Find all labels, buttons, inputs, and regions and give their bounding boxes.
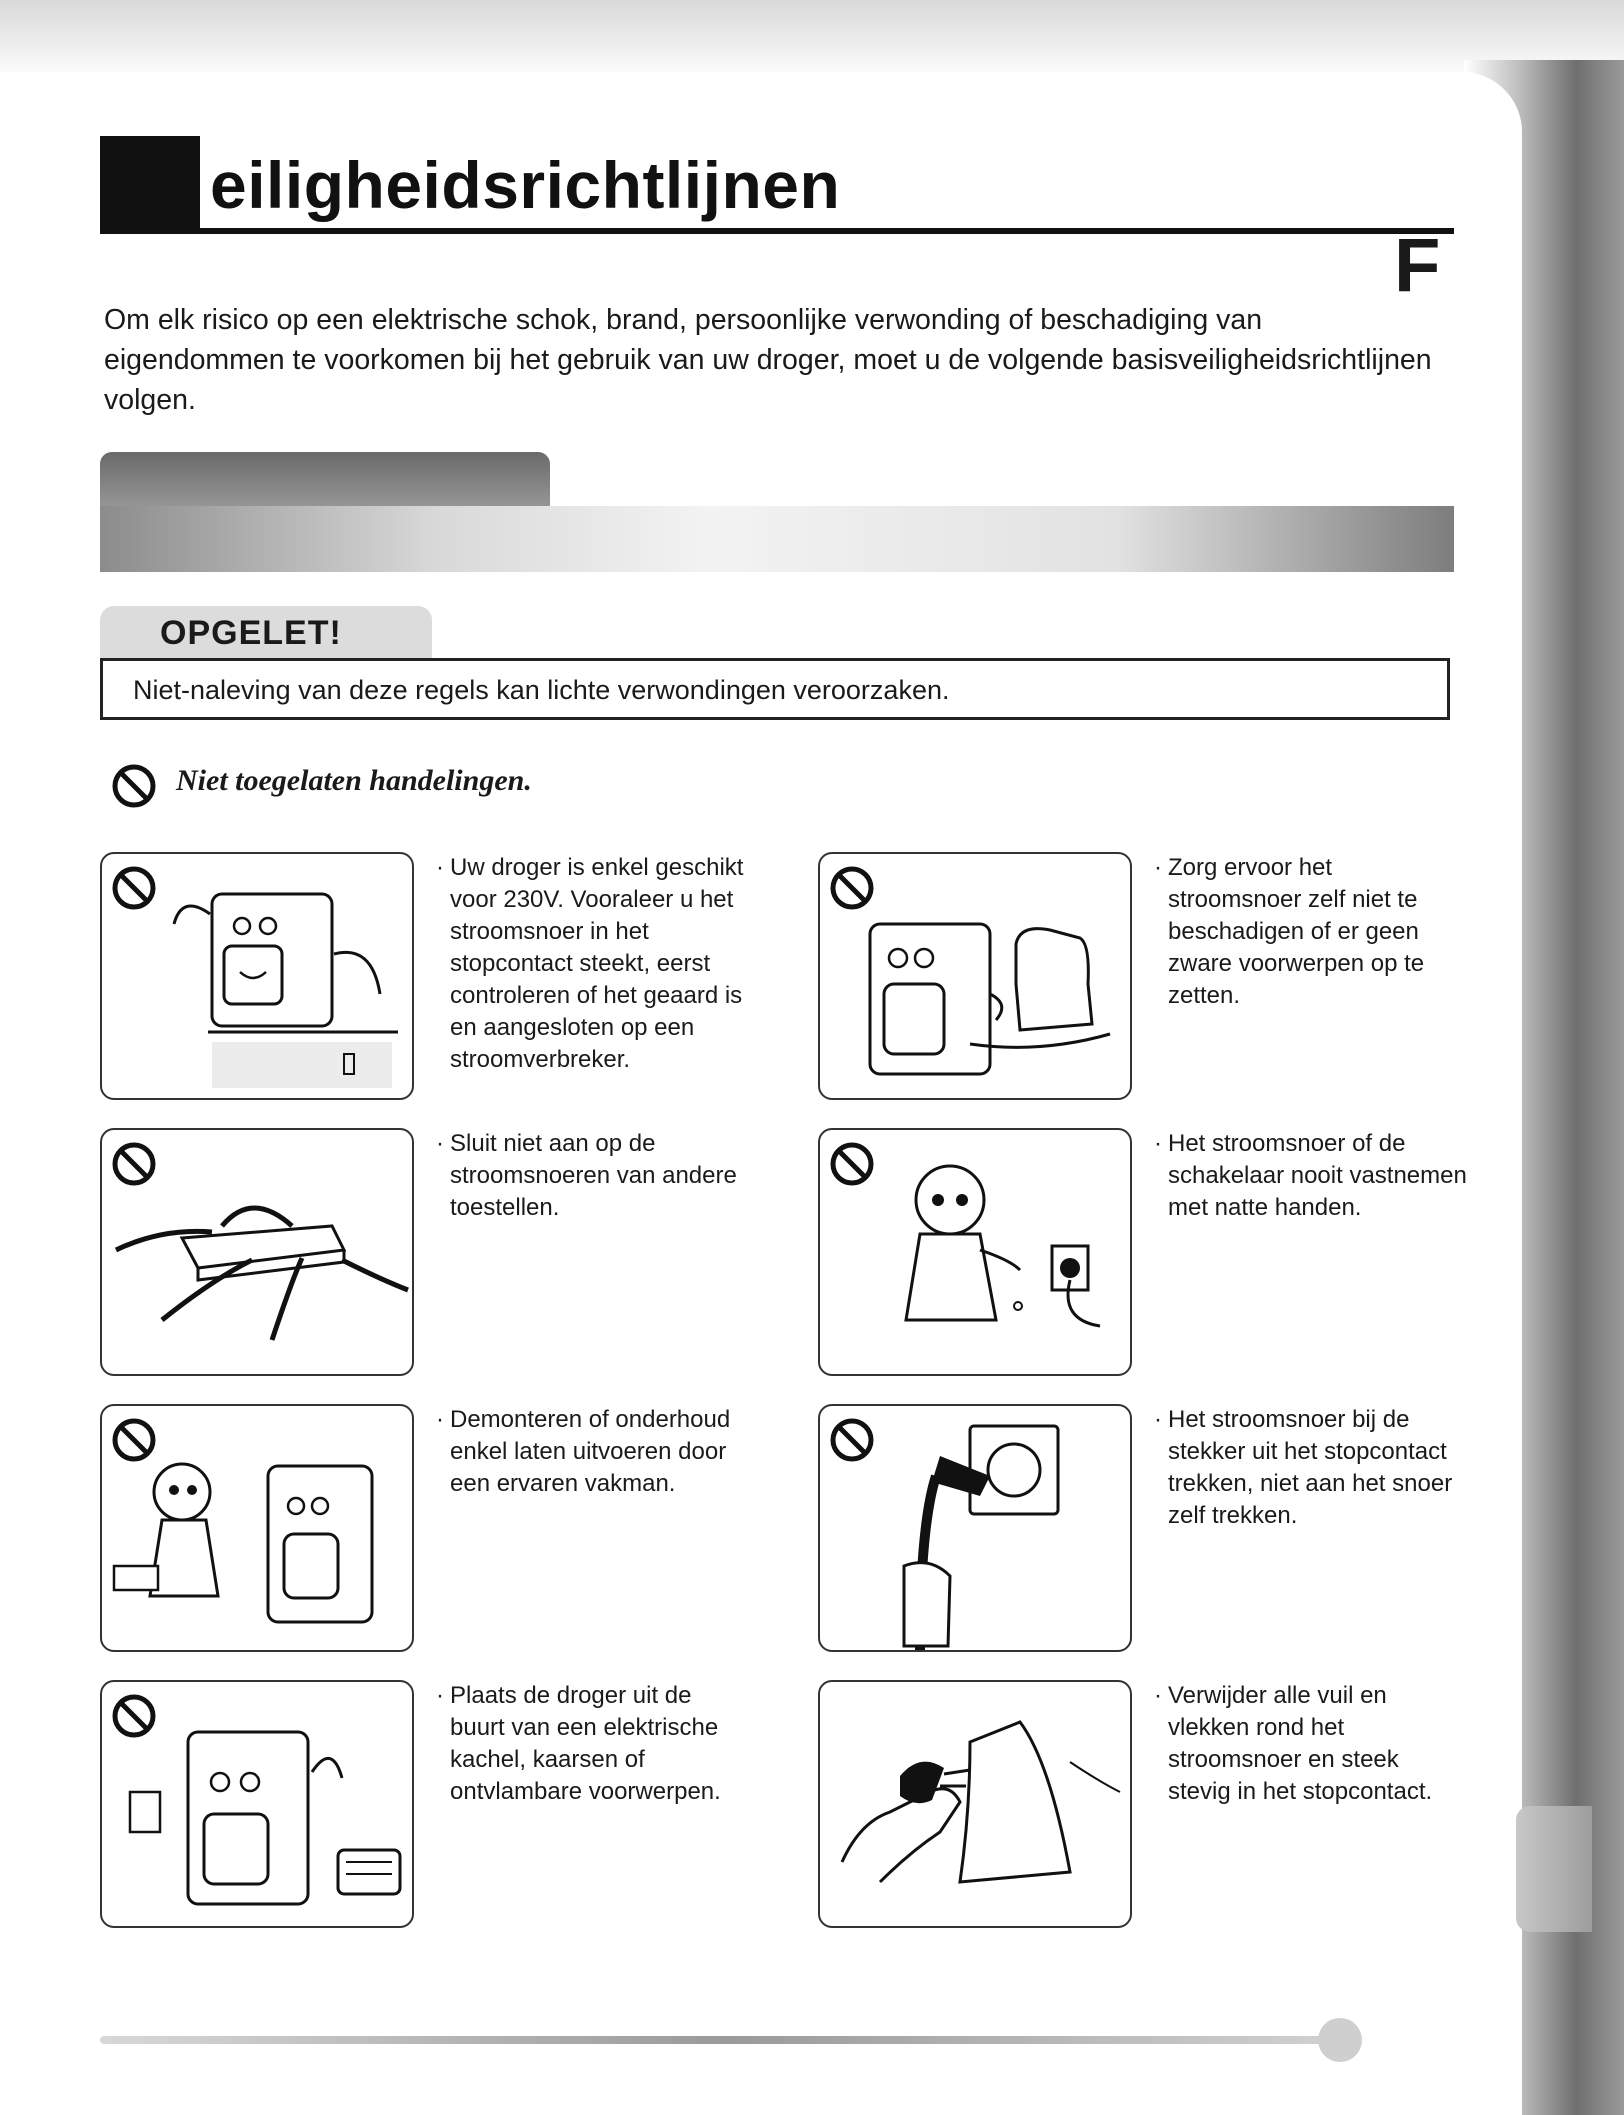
item-illustration-box bbox=[818, 1128, 1132, 1376]
caution-text: Niet-naleving van deze regels kan lichte verwondingen veroorzaken. bbox=[133, 675, 950, 705]
caution-label: OPGELET! bbox=[160, 614, 342, 652]
page-title: eiligheidsrichtlijnen bbox=[210, 148, 841, 222]
item-illustration-box bbox=[100, 1404, 414, 1652]
item-text: · Het stroomsnoer of de schakelaar nooit vastnemen met natte handen. bbox=[1154, 1130, 1467, 1221]
prohibited-icon bbox=[115, 1145, 153, 1183]
item-text: · Plaats de droger uit de buurt van een elektrische kachel, kaarsen of ontvlambare voorwerpen. bbox=[436, 1682, 721, 1805]
prohibited-icon bbox=[833, 1421, 871, 1459]
prohibited-icon bbox=[115, 1697, 153, 1735]
item-text: · Demonteren of onderhoud enkel laten uitvoeren door een ervaren vakman. bbox=[436, 1406, 731, 1497]
title-rule bbox=[100, 228, 1454, 234]
dryer-voltage-illustration bbox=[102, 854, 414, 1100]
prohibited-icon bbox=[115, 1421, 153, 1459]
section-banner-tab bbox=[100, 452, 550, 512]
item-illustration-box bbox=[100, 1680, 414, 1928]
footer-dot bbox=[1318, 2018, 1362, 2062]
prohibited-icon bbox=[833, 869, 871, 907]
section-banner-bar bbox=[100, 506, 1454, 572]
item-text: · Het stroomsnoer bij de stekker uit het stopcontact trekken, niet aan het snoer zelf trekken. bbox=[1154, 1406, 1453, 1529]
item-text: · Verwijder alle vuil en vlekken rond het stroomsnoer en steek stevig in het stopcontact. bbox=[1154, 1682, 1433, 1805]
item-text: · Zorg ervoor het stroomsnoer zelf niet te beschadigen of er geen zware voorwerpen op te zetten. bbox=[1154, 854, 1425, 1009]
prohibited-icon bbox=[833, 1145, 871, 1183]
footer-rule bbox=[100, 2036, 1350, 2044]
item-illustration-box bbox=[818, 1404, 1132, 1652]
clean-plug-illustration bbox=[820, 1682, 1132, 1928]
power-strip-illustration bbox=[102, 1130, 414, 1376]
item-illustration-box bbox=[818, 852, 1132, 1100]
page-header bbox=[100, 136, 1454, 236]
side-tab bbox=[1516, 1806, 1592, 1932]
unplug-illustration bbox=[820, 1406, 1132, 1652]
cord-under-furniture-illustration bbox=[820, 854, 1132, 1100]
item-illustration-box bbox=[100, 852, 414, 1100]
heater-illustration bbox=[102, 1682, 414, 1928]
prohibited-icon bbox=[115, 869, 153, 907]
forbidden-label: Niet toegelaten handelingen. bbox=[176, 764, 532, 797]
item-illustration-box bbox=[818, 1680, 1132, 1928]
page-top-shade bbox=[0, 0, 1624, 80]
item-text: · Sluit niet aan op de stroomsnoeren van andere toestellen. bbox=[436, 1130, 737, 1221]
intro-paragraph: Om elk risico op een elektrische schok, brand, persoonlijke verwonding of beschadiging van eigendommen te voorkomen bij het gebruik van uw droger, moet u de volgende basisveiligheidsrichtlijnen volgen. bbox=[104, 304, 1432, 416]
wet-hands-illustration bbox=[820, 1130, 1132, 1376]
disassembly-illustration bbox=[102, 1406, 414, 1652]
caution-box bbox=[100, 658, 1450, 720]
language-letter: F bbox=[1394, 223, 1441, 308]
item-illustration-box bbox=[100, 1128, 414, 1376]
section-banner bbox=[100, 452, 1454, 572]
title-initial-block bbox=[100, 136, 200, 232]
item-text: · Uw droger is enkel geschikt voor 230V. Vooraleer u het stroomsnoer in het stopcontact steekt, eerst controleren of het geaard is en aangesloten op een stroomverbreker. bbox=[436, 854, 744, 1073]
caution-tab bbox=[100, 606, 432, 660]
prohibited-icon bbox=[110, 762, 158, 810]
